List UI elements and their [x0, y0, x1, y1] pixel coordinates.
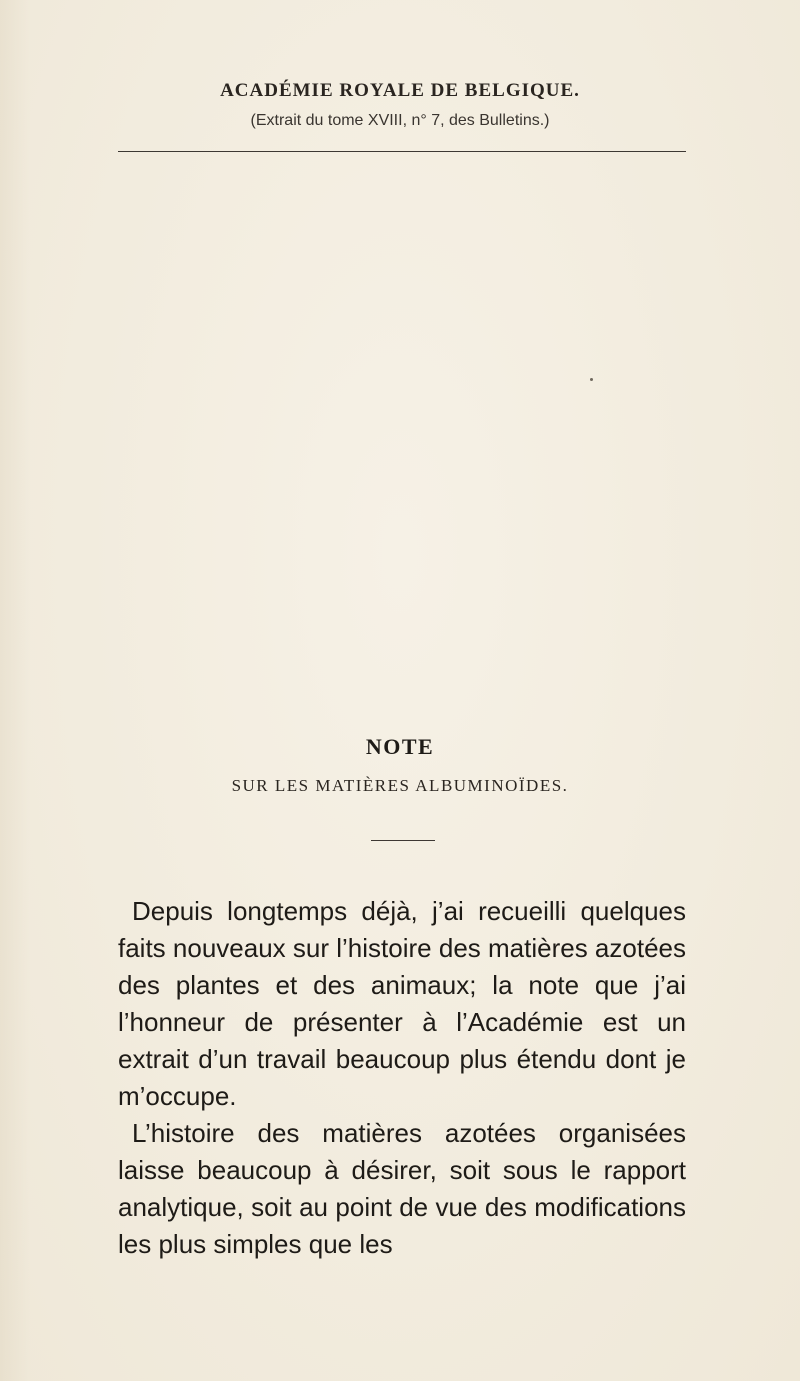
paragraph: L’histoire des matières azotées organisées laisse beaucoup à désirer, soit sous le rapport analytique, soit au point de vue des modifications les plus simples que les [118, 1118, 686, 1259]
paper-speck [590, 378, 593, 381]
article-body [118, 893, 686, 1263]
source-reference: (Extrait du tome XVIII, n° 7, des Bulletins.) [250, 112, 550, 129]
institution-heading: ACADÉMIE ROYALE DE BELGIQUE. [220, 80, 580, 101]
title-divider [371, 840, 435, 841]
article-subtitle: SUR LES MATIÈRES ALBUMINOÏDES. [231, 776, 569, 795]
article-title: NOTE [365, 734, 435, 759]
top-divider [118, 151, 686, 152]
paragraph: Depuis longtemps déjà, j’ai recueilli quelques faits nouveaux sur l’histoire des matières azotées des plantes et des animaux; la note que j’ai l’honneur de présenter à l’Académie est un extrait d’un travail beaucoup plus étendu dont je m’occupe. [118, 896, 686, 1111]
